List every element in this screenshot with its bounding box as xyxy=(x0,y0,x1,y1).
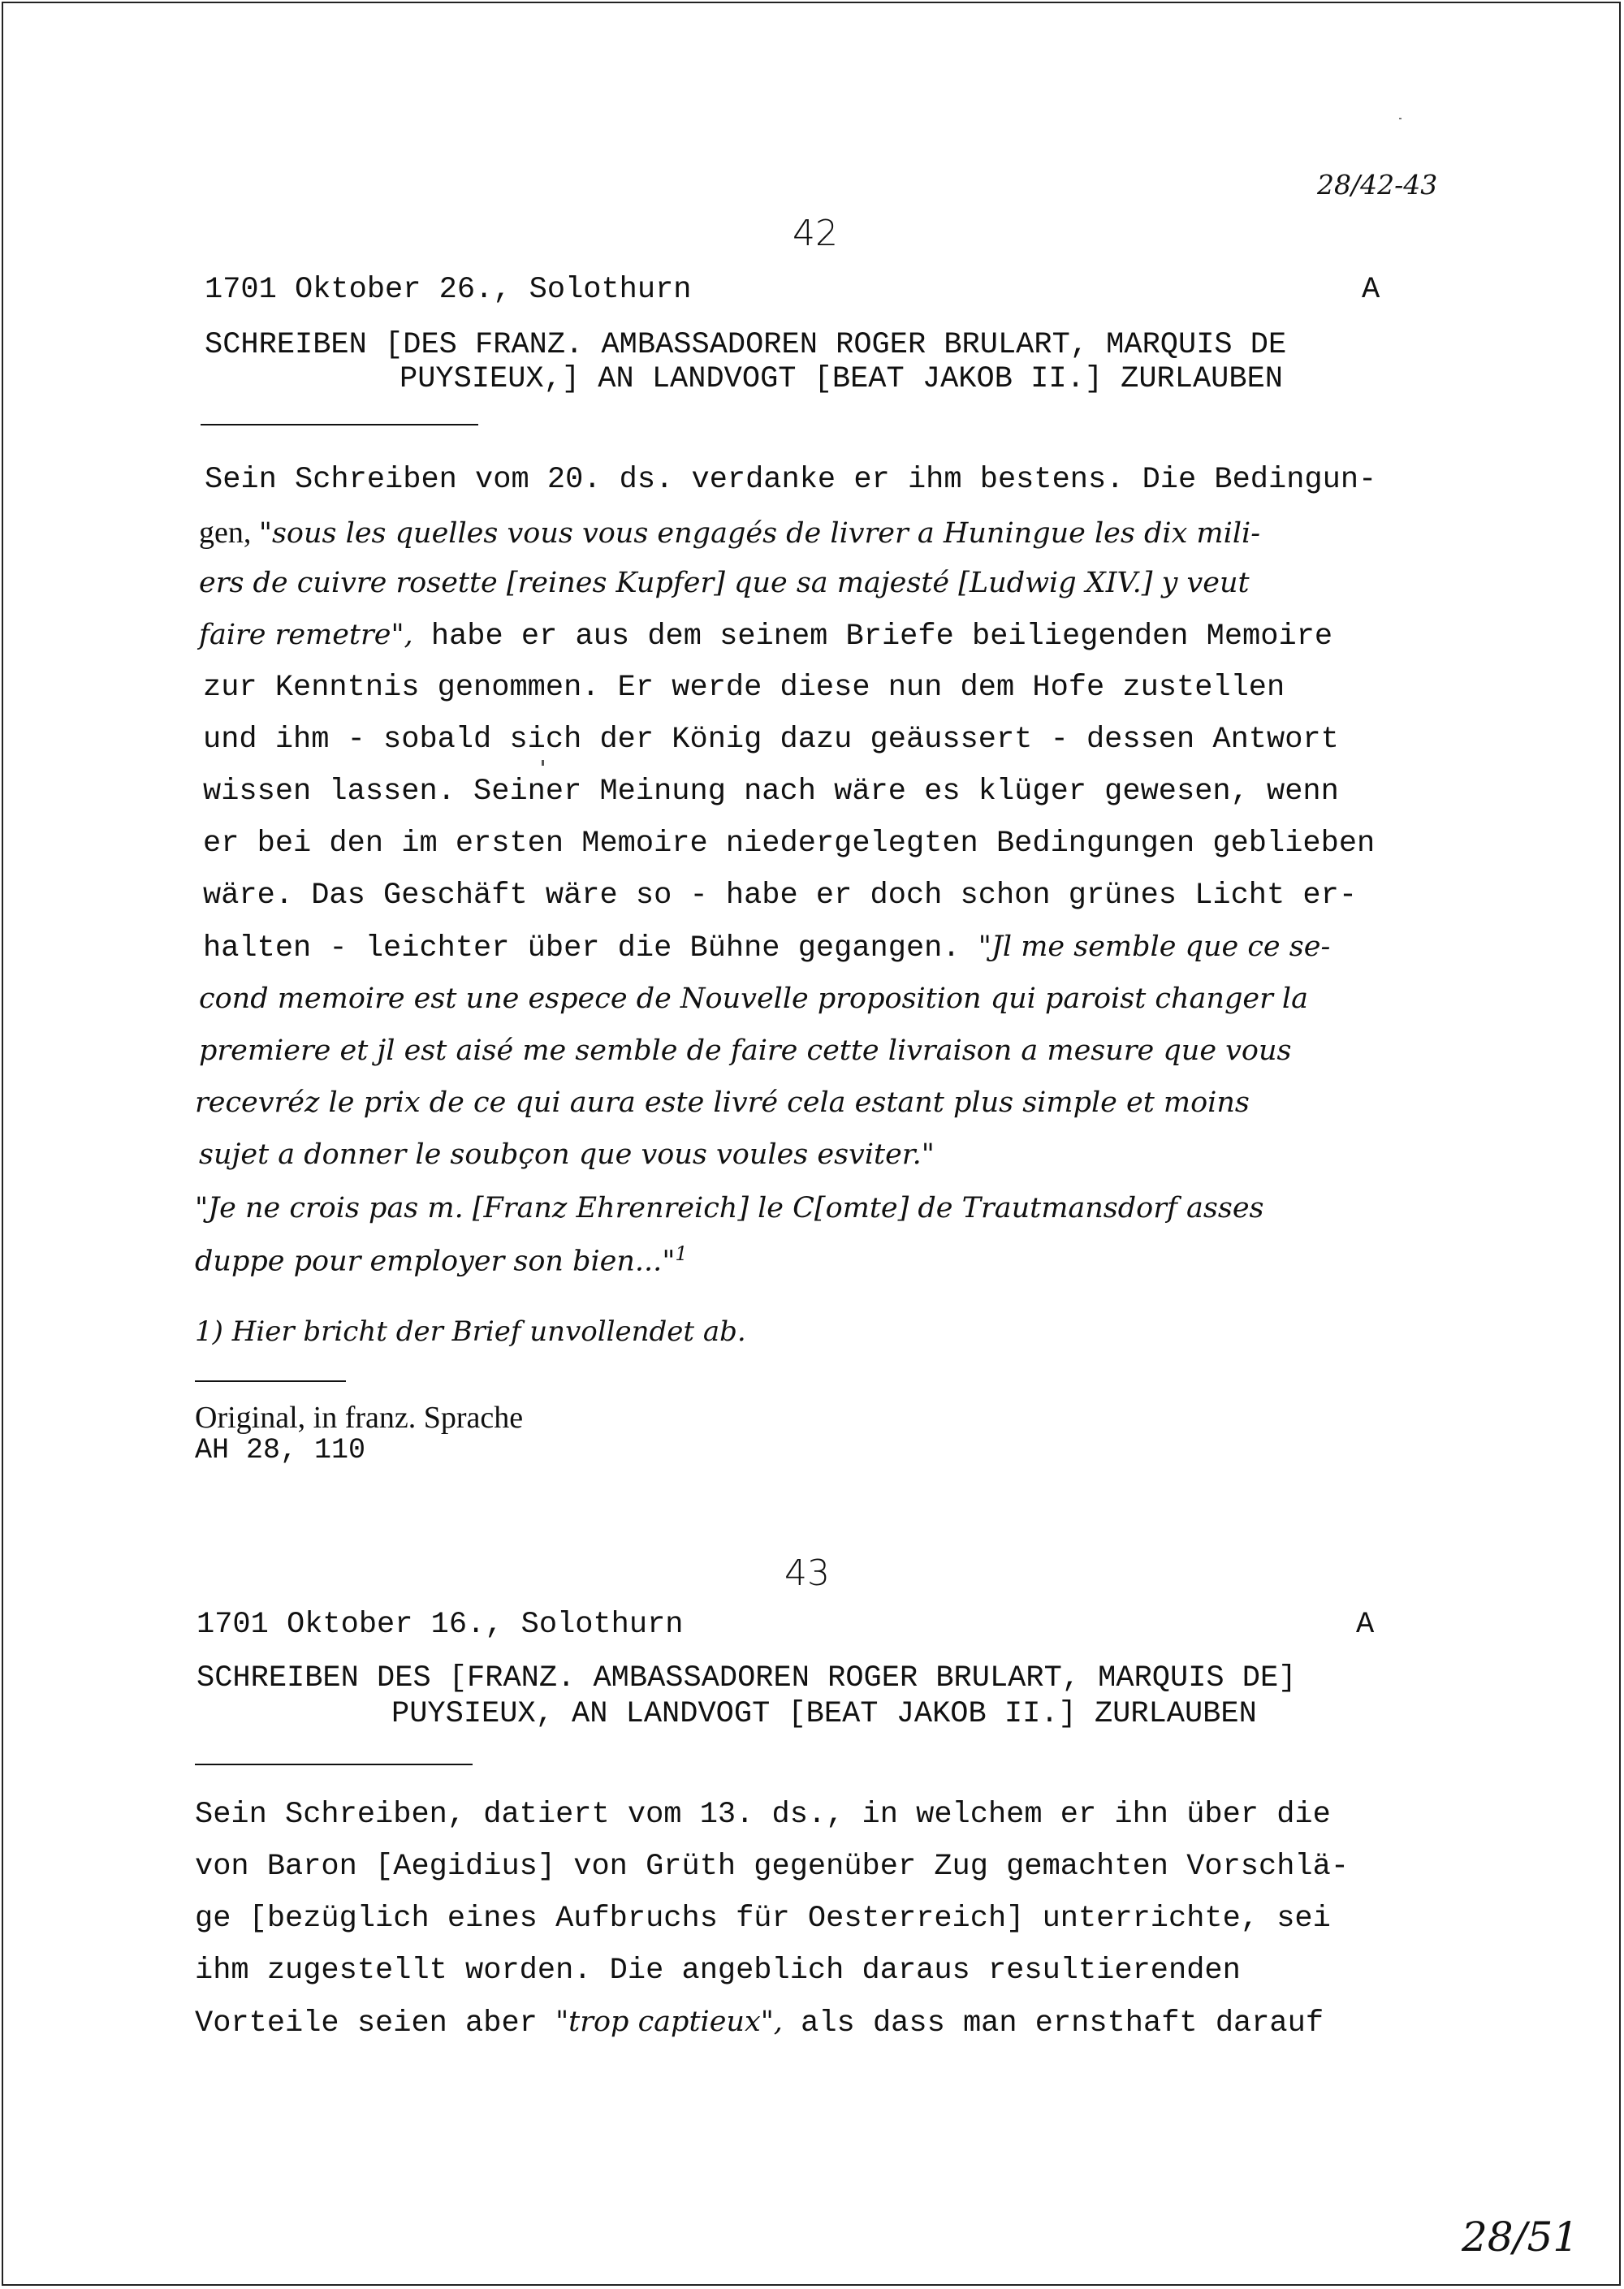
doc42-text-line: wäre. Das Geschäft wäre so - habe er doch schon grünes Licht er- xyxy=(203,879,1358,913)
footnote-marker: 1 xyxy=(675,1242,688,1265)
doc42-text-line xyxy=(199,619,1332,654)
doc43-text-line: von Baron [Aegidius] von Grüth gegenüber Zug gemachten Vorschlä- xyxy=(195,1850,1350,1884)
doc42-source-line2: AH 28, 110 xyxy=(195,1434,366,1466)
doc43-title-line1: SCHREIBEN DES [FRANZ. AMBASSADOREN ROGER BRULART, MARQUIS DE] xyxy=(197,1661,1297,1695)
doc42-date-place: 1701 Oktober 26., Solothurn xyxy=(205,273,692,307)
doc42-text-segment: habe er aus dem seinem Briefe beiliegenden Memoire xyxy=(412,620,1333,654)
doc42-text-line: und ihm - sobald sich der König dazu geäussert - dessen Antwort xyxy=(203,723,1339,757)
doc42-quote-segment: duppe pour employer son bien..." xyxy=(195,1245,676,1278)
pencil-mark xyxy=(542,760,544,766)
handwritten-folio-mark: 28/51 xyxy=(1462,2213,1579,2261)
doc43-title-rule xyxy=(195,1764,473,1765)
doc42-text-line xyxy=(199,515,1260,551)
doc43-title-line2: PUYSIEUX, AN LANDVOGT [BEAT JAKOB II.] ZURLAUBEN xyxy=(391,1697,1257,1731)
doc42-text-line: cond memoire est une espece de Nouvelle proposition qui paroist changer la xyxy=(199,983,1308,1015)
doc42-title-line1: SCHREIBEN [DES FRANZ. AMBASSADOREN ROGER BRULART, MARQUIS DE xyxy=(205,328,1287,362)
doc42-source-rule xyxy=(195,1380,346,1382)
doc42-text-line xyxy=(203,931,1330,965)
doc42-text-line: ers de cuivre rosette [reines Kupfer] que sa majesté [Ludwig XIV.] y veut xyxy=(199,567,1250,599)
doc42-text-line: sujet a donner le soubçon que vous voules esviter." xyxy=(199,1138,935,1171)
doc42-text-segment: gen, xyxy=(199,516,259,550)
document-number-43: 43 xyxy=(784,1553,830,1594)
stray-mark xyxy=(1399,118,1402,119)
doc42-text-line: Sein Schreiben vom 20. ds. verdanke er ihm bestens. Die Bedingun- xyxy=(205,463,1377,497)
doc42-title-rule xyxy=(201,424,478,425)
doc42-text-line: wissen lassen. Seiner Meinung nach wäre es klüger gewesen, wenn xyxy=(203,775,1339,809)
doc43-text-segment: Vorteile seien aber xyxy=(195,2006,556,2041)
doc43-quote-segment: "trop captieux", xyxy=(555,2006,783,2038)
doc42-category: A xyxy=(1362,273,1380,307)
doc42-text-line: zur Kenntnis genommen. Er werde diese nun dem Hofe zustellen xyxy=(203,671,1285,705)
doc43-text-segment: als dass man ernsthaft darauf xyxy=(782,2006,1324,2041)
doc43-date-place: 1701 Oktober 16., Solothurn xyxy=(197,1608,684,1642)
doc42-text-line: recevréz le prix de ce qui aura este livré cela estant plus simple et moins xyxy=(195,1086,1250,1119)
doc43-text-line: ge [bezüglich eines Aufbruchs für Oesterreich] unterrichte, sei xyxy=(195,1902,1331,1936)
doc43-text-line: ihm zugestellt worden. Die angeblich daraus resultierenden xyxy=(195,1954,1241,1988)
doc42-title-line2: PUYSIEUX,] AN LANDVOGT [BEAT JAKOB II.] ZURLAUBEN xyxy=(400,362,1283,396)
doc42-text-line: er bei den im ersten Memoire niedergelegten Bedingungen geblieben xyxy=(203,827,1376,861)
doc42-quote-segment: "sous les quelles vous vous engagés de livrer a Huningue les dix mili- xyxy=(258,517,1261,550)
doc43-category: A xyxy=(1356,1608,1375,1642)
doc42-quote-segment: "Jl me semble que ce se- xyxy=(978,931,1331,963)
doc42-source-line1: Original, in franz. Sprache xyxy=(195,1401,524,1435)
page-reference: 28/42-43 xyxy=(1317,169,1438,201)
doc42-footnote: 1) Hier bricht der Brief unvollendet ab. xyxy=(195,1315,746,1348)
document-number-42: 42 xyxy=(793,213,838,254)
doc42-quote-line xyxy=(195,1242,688,1278)
doc42-quote-line: "Je ne crois pas m. [Franz Ehrenreich] le C[omte] de Trautmansdorf asses xyxy=(195,1192,1264,1224)
doc42-text-line: premiere et jl est aisé me semble de faire cette livraison a mesure que vous xyxy=(199,1034,1292,1067)
doc42-text-segment: halten - leichter über die Bühne gegangen. xyxy=(203,931,978,965)
doc43-text-line xyxy=(195,2006,1324,2041)
doc42-quote-segment: faire remetre", xyxy=(199,619,413,651)
doc43-text-line: Sein Schreiben, datiert vom 13. ds., in welchem er ihn über die xyxy=(195,1798,1331,1832)
